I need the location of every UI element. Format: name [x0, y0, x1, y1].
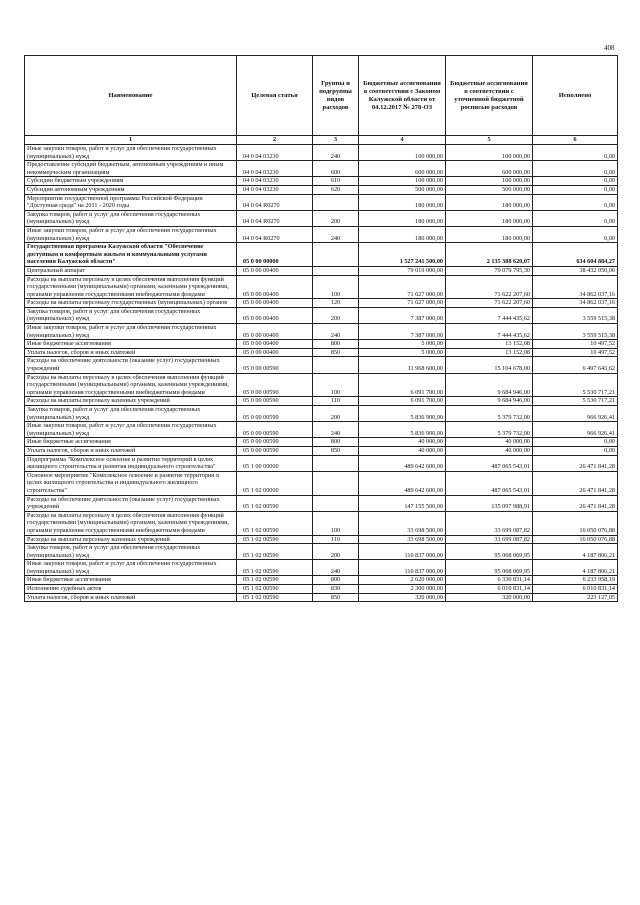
- table-row: [25, 422, 618, 438]
- table-row: [25, 495, 618, 511]
- row-law-amount: 5 836 900,00: [359, 422, 446, 438]
- row-name: Иные закупки товаров, работ и услуг для обеспечения государственных (муниципальных) нужд: [25, 560, 237, 576]
- row-executed-amount: 0,00: [533, 194, 618, 210]
- row-list-amount: 135 097 988,91: [446, 495, 533, 511]
- table-row: [25, 576, 618, 585]
- row-target-code: 05 0 00 00590: [237, 373, 313, 397]
- table-row: [25, 593, 618, 602]
- row-executed-amount: 966 926,41: [533, 406, 618, 422]
- row-expense-type: 850: [313, 348, 359, 357]
- row-name: Исполнение судебных актов: [25, 585, 237, 594]
- row-list-amount: 5 379 732,00: [446, 406, 533, 422]
- row-expense-type: 620: [313, 185, 359, 194]
- row-name: Расходы на обеспечение деятельности (оказание услуг) государственных учреждений: [25, 357, 237, 373]
- row-target-code: 05 0 00 00400: [237, 324, 313, 340]
- table-row: [25, 210, 618, 226]
- row-target-code: 05 0 00 00590: [237, 446, 313, 455]
- table-row: [25, 446, 618, 455]
- header-list: Бюджетные ассигнования в соответствии с уточненной бюджетной росписью расходов: [446, 56, 533, 136]
- row-expense-type: 100: [313, 373, 359, 397]
- row-executed-amount: 634 604 884,27: [533, 243, 618, 267]
- row-expense-type: 850: [313, 593, 359, 602]
- row-target-code: 05 1 00 00000: [237, 455, 313, 471]
- row-expense-type: [313, 455, 359, 471]
- row-name: Расходы на выплаты персоналу казенных учреждений: [25, 397, 237, 406]
- row-law-amount: 79 019 000,00: [359, 266, 446, 275]
- page-number: 408: [604, 44, 615, 52]
- row-law-amount: 7 387 000,00: [359, 307, 446, 323]
- header-name: Наименование: [25, 56, 237, 136]
- row-law-amount: 5 000,00: [359, 340, 446, 349]
- header-target: Целевая статья: [237, 56, 313, 136]
- row-executed-amount: 10 497,52: [533, 340, 618, 349]
- table-row: [25, 373, 618, 397]
- row-name: Расходы на выплаты персоналу казенных учреждений: [25, 535, 237, 544]
- row-law-amount: 71 627 000,00: [359, 299, 446, 308]
- row-law-amount: 5 836 900,00: [359, 406, 446, 422]
- row-list-amount: 180 000,00: [446, 226, 533, 242]
- row-target-code: 05 0 00 00590: [237, 422, 313, 438]
- row-expense-type: 200: [313, 544, 359, 560]
- row-executed-amount: 38 432 050,06: [533, 266, 618, 275]
- table-body: [25, 136, 618, 602]
- row-list-amount: 95 068 069,95: [446, 560, 533, 576]
- row-name: Расходы на выплаты персоналу в целях обеспечения выполнения функций государственными (муниципальными) органами, казенными учреждениями, органами управления государственными внебюджетными фондами: [25, 373, 237, 397]
- table-row: [25, 544, 618, 560]
- row-target-code: 05 0 00 00400: [237, 266, 313, 275]
- row-law-amount: 320 000,00: [359, 593, 446, 602]
- row-name: Закупка товаров, работ и услуг для обеспечения государственных (муниципальных) нужд: [25, 210, 237, 226]
- row-target-code: 05 1 02 00590: [237, 585, 313, 594]
- row-law-amount: 7 387 000,00: [359, 324, 446, 340]
- row-name: Иные закупки товаров, работ и услуг для обеспечения государственных (муниципальных) нужд: [25, 145, 237, 161]
- row-law-amount: 110 837 000,00: [359, 544, 446, 560]
- row-executed-amount: 34 862 037,16: [533, 299, 618, 308]
- row-target-code: 05 0 00 00590: [237, 397, 313, 406]
- row-expense-type: [313, 266, 359, 275]
- table-row: [25, 340, 618, 349]
- row-name: Иные бюджетные ассигнования: [25, 340, 237, 349]
- row-name: Расходы на выплаты персоналу в целях обеспечения выполнения функций государственными (муниципальными) органами, казенными учреждениями, органами управления государственными внебюджетными фондами: [25, 275, 237, 299]
- row-executed-amount: 26 471 841,28: [533, 455, 618, 471]
- row-name: Уплата налогов, сборов и иных платежей: [25, 446, 237, 455]
- column-number: 2: [237, 136, 313, 145]
- row-law-amount: 100 000,00: [359, 145, 446, 161]
- table-row: [25, 397, 618, 406]
- row-list-amount: 9 684 946,00: [446, 373, 533, 397]
- table-row: [25, 161, 618, 177]
- row-expense-type: 200: [313, 210, 359, 226]
- row-law-amount: 600 000,00: [359, 161, 446, 177]
- column-number: 6: [533, 136, 618, 145]
- row-law-amount: 6 091 700,00: [359, 397, 446, 406]
- header-row: [25, 56, 618, 136]
- row-target-code: 04 0 04 R0270: [237, 210, 313, 226]
- row-law-amount: 40 000,00: [359, 446, 446, 455]
- row-expense-type: 240: [313, 145, 359, 161]
- row-name: Уплата налогов, сборов и иных платежей: [25, 593, 237, 602]
- row-name: Иные бюджетные ассигнования: [25, 438, 237, 447]
- table-row: [25, 438, 618, 447]
- row-list-amount: 6 330 831,14: [446, 576, 533, 585]
- row-target-code: 05 1 02 00000: [237, 471, 313, 495]
- row-expense-type: [313, 243, 359, 267]
- row-name: Закупка товаров, работ и услуг для обеспечения государственных (муниципальных) нужд: [25, 406, 237, 422]
- row-law-amount: 110 837 000,00: [359, 560, 446, 576]
- row-law-amount: 1 527 241 500,00: [359, 243, 446, 267]
- table-row: [25, 299, 618, 308]
- row-list-amount: 40 000,00: [446, 438, 533, 447]
- row-name: Расходы на обеспечение деятельности (оказание услуг) государственных учреждений: [25, 495, 237, 511]
- row-executed-amount: 6 497 643,62: [533, 357, 618, 373]
- row-list-amount: 40 000,00: [446, 446, 533, 455]
- row-law-amount: 40 000,00: [359, 438, 446, 447]
- row-expense-type: [313, 471, 359, 495]
- row-list-amount: 95 068 069,95: [446, 544, 533, 560]
- row-expense-type: 800: [313, 340, 359, 349]
- row-executed-amount: 3 559 515,38: [533, 307, 618, 323]
- row-executed-amount: 3 559 515,38: [533, 324, 618, 340]
- column-number-row: [25, 136, 618, 145]
- row-executed-amount: 0,00: [533, 226, 618, 242]
- row-name: Центральный аппарат: [25, 266, 237, 275]
- row-list-amount: 71 622 207,60: [446, 299, 533, 308]
- row-expense-type: 800: [313, 438, 359, 447]
- row-executed-amount: 966 926,41: [533, 422, 618, 438]
- row-name: Расходы на выплаты персоналу в целях обеспечения выполнения функций государственными (муниципальными) органами, казенными учреждениями, органами управления государственными внебюджетными фондами: [25, 511, 237, 535]
- row-expense-type: 240: [313, 422, 359, 438]
- row-list-amount: 15 104 678,00: [446, 357, 533, 373]
- row-name: Иные закупки товаров, работ и услуг для обеспечения государственных (муниципальных) нужд: [25, 422, 237, 438]
- table-row: [25, 348, 618, 357]
- row-name: Расходы на выплаты персоналу государственных (муниципальных) органов: [25, 299, 237, 308]
- row-executed-amount: 16 050 076,88: [533, 535, 618, 544]
- row-executed-amount: 0,00: [533, 145, 618, 161]
- table-row: [25, 455, 618, 471]
- row-target-code: 05 0 00 00590: [237, 357, 313, 373]
- row-target-code: 05 0 00 00400: [237, 307, 313, 323]
- row-name: Уплата налогов, сборов и иных платежей: [25, 348, 237, 357]
- row-name: Государственная программа Калужской области "Обеспечение доступным и комфортным жильем и коммунальными услугами населения Калужской области": [25, 243, 237, 267]
- row-target-code: 04 0 04 R0270: [237, 194, 313, 210]
- table-row: [25, 406, 618, 422]
- row-executed-amount: 0,00: [533, 161, 618, 177]
- row-expense-type: 100: [313, 511, 359, 535]
- row-target-code: 04 0 04 03230: [237, 145, 313, 161]
- row-list-amount: 487 065 543,01: [446, 455, 533, 471]
- row-executed-amount: 0,00: [533, 438, 618, 447]
- row-target-code: 05 1 02 00590: [237, 593, 313, 602]
- row-executed-amount: 5 530 717,21: [533, 373, 618, 397]
- table-row: [25, 226, 618, 242]
- row-list-amount: 9 684 946,00: [446, 397, 533, 406]
- column-number: 1: [25, 136, 237, 145]
- row-expense-type: 610: [313, 177, 359, 186]
- table-row: [25, 266, 618, 275]
- row-law-amount: 180 000,00: [359, 226, 446, 242]
- table-row: [25, 324, 618, 340]
- row-expense-type: 830: [313, 585, 359, 594]
- row-executed-amount: 6 233 958,19: [533, 576, 618, 585]
- row-law-amount: 71 627 000,00: [359, 275, 446, 299]
- row-target-code: 05 0 00 00400: [237, 275, 313, 299]
- row-target-code: 05 1 02 00590: [237, 576, 313, 585]
- table-row: [25, 357, 618, 373]
- row-expense-type: [313, 495, 359, 511]
- table-row: [25, 471, 618, 495]
- row-target-code: 04 0 04 03230: [237, 185, 313, 194]
- table-row: [25, 185, 618, 194]
- row-executed-amount: 10 497,52: [533, 348, 618, 357]
- row-law-amount: 2 620 000,00: [359, 576, 446, 585]
- row-executed-amount: 4 187 806,21: [533, 560, 618, 576]
- row-target-code: 05 1 02 00590: [237, 511, 313, 535]
- row-target-code: 05 1 02 00590: [237, 495, 313, 511]
- row-expense-type: 200: [313, 307, 359, 323]
- row-list-amount: 33 699 087,82: [446, 535, 533, 544]
- row-expense-type: [313, 357, 359, 373]
- row-law-amount: 11 968 600,00: [359, 357, 446, 373]
- row-target-code: 04 0 04 03230: [237, 177, 313, 186]
- row-list-amount: 7 444 435,62: [446, 324, 533, 340]
- row-expense-type: 850: [313, 446, 359, 455]
- row-list-amount: 500 000,00: [446, 185, 533, 194]
- table-row: [25, 307, 618, 323]
- row-expense-type: 110: [313, 397, 359, 406]
- row-law-amount: 489 642 600,00: [359, 471, 446, 495]
- row-list-amount: 2 135 388 620,07: [446, 243, 533, 267]
- row-law-amount: 489 642 600,00: [359, 455, 446, 471]
- row-expense-type: 600: [313, 161, 359, 177]
- row-list-amount: 6 010 831,14: [446, 585, 533, 594]
- header-executed: Исполнено: [533, 56, 618, 136]
- row-executed-amount: 6 010 831,14: [533, 585, 618, 594]
- row-name: Предоставление субсидий бюджетным, автономным учреждениям и иным некоммерческим организациям: [25, 161, 237, 177]
- row-executed-amount: 0,00: [533, 177, 618, 186]
- row-target-code: 04 0 04 R0270: [237, 226, 313, 242]
- row-target-code: 05 0 00 00400: [237, 299, 313, 308]
- row-list-amount: 487 065 543,01: [446, 471, 533, 495]
- row-name: Основное мероприятие "Комплексное освоение и развитие территории в целях жилищного строительства и индивидуального жилищного строительства": [25, 471, 237, 495]
- row-list-amount: 79 079 795,30: [446, 266, 533, 275]
- row-list-amount: 7 444 435,62: [446, 307, 533, 323]
- row-target-code: 04 0 04 03230: [237, 161, 313, 177]
- row-target-code: 05 1 02 00590: [237, 560, 313, 576]
- row-law-amount: 180 000,00: [359, 210, 446, 226]
- row-expense-type: 240: [313, 226, 359, 242]
- row-name: Подпрограмма "Комплексное освоение и развитие территорий в целях жилищного строительства и развития индивидуального строительства": [25, 455, 237, 471]
- row-list-amount: 13 152,08: [446, 348, 533, 357]
- budget-execution-table: [24, 55, 618, 602]
- row-list-amount: 180 000,00: [446, 194, 533, 210]
- row-executed-amount: 34 862 037,16: [533, 275, 618, 299]
- row-list-amount: 600 000,00: [446, 161, 533, 177]
- row-target-code: 05 0 00 00400: [237, 340, 313, 349]
- row-target-code: 05 1 02 00590: [237, 535, 313, 544]
- column-number: 3: [313, 136, 359, 145]
- row-executed-amount: 0,00: [533, 185, 618, 194]
- table-row: [25, 194, 618, 210]
- header-law: Бюджетные ассигнования в соответствии с Законом Калужской области от 04.12.2017 № 278-ОЗ: [359, 56, 446, 136]
- row-executed-amount: 26 471 841,28: [533, 495, 618, 511]
- row-executed-amount: 0,00: [533, 210, 618, 226]
- row-executed-amount: 5 530 717,21: [533, 397, 618, 406]
- row-expense-type: 200: [313, 406, 359, 422]
- row-expense-type: 120: [313, 299, 359, 308]
- row-target-code: 05 0 00 00590: [237, 438, 313, 447]
- row-law-amount: 33 698 500,00: [359, 511, 446, 535]
- column-number: 4: [359, 136, 446, 145]
- row-list-amount: 320 000,00: [446, 593, 533, 602]
- row-list-amount: 13 152,08: [446, 340, 533, 349]
- table-row: [25, 511, 618, 535]
- row-name: Субсидии автономным учреждениям: [25, 185, 237, 194]
- row-expense-type: [313, 194, 359, 210]
- row-executed-amount: 16 050 076,88: [533, 511, 618, 535]
- row-executed-amount: 223 127,05: [533, 593, 618, 602]
- row-list-amount: 180 000,00: [446, 210, 533, 226]
- row-executed-amount: 26 471 841,28: [533, 471, 618, 495]
- row-name: Иные закупки товаров, работ и услуг для обеспечения государственных (муниципальных) нужд: [25, 226, 237, 242]
- row-name: Иные бюджетные ассигнования: [25, 576, 237, 585]
- row-executed-amount: 4 187 806,21: [533, 544, 618, 560]
- row-expense-type: 800: [313, 576, 359, 585]
- row-list-amount: 100 000,00: [446, 145, 533, 161]
- row-law-amount: 33 698 500,00: [359, 535, 446, 544]
- row-law-amount: 5 000,00: [359, 348, 446, 357]
- row-name: Субсидии бюджетным учреждениям: [25, 177, 237, 186]
- row-target-code: 05 1 02 00590: [237, 544, 313, 560]
- row-list-amount: 33 699 087,82: [446, 511, 533, 535]
- column-number: 5: [446, 136, 533, 145]
- table-row: [25, 177, 618, 186]
- row-name: Закупка товаров, работ и услуг для обеспечения государственных (муниципальных) нужд: [25, 544, 237, 560]
- row-expense-type: 240: [313, 560, 359, 576]
- row-law-amount: 180 000,00: [359, 194, 446, 210]
- row-list-amount: 100 000,00: [446, 177, 533, 186]
- row-target-code: 05 0 00 00400: [237, 348, 313, 357]
- table-row: [25, 535, 618, 544]
- table-row: [25, 243, 618, 267]
- row-executed-amount: 0,00: [533, 446, 618, 455]
- row-law-amount: 6 091 700,00: [359, 373, 446, 397]
- header-group: Группы и подгруппы видов расходов: [313, 56, 359, 136]
- row-law-amount: 147 155 500,00: [359, 495, 446, 511]
- row-list-amount: 5 379 732,00: [446, 422, 533, 438]
- table-row: [25, 585, 618, 594]
- row-name: Закупка товаров, работ и услуг для обеспечения государственных (муниципальных) нужд: [25, 307, 237, 323]
- row-expense-type: 110: [313, 535, 359, 544]
- row-law-amount: 100 000,00: [359, 177, 446, 186]
- table-row: [25, 275, 618, 299]
- row-target-code: 05 0 00 00000: [237, 243, 313, 267]
- row-law-amount: 500 000,00: [359, 185, 446, 194]
- row-target-code: 05 0 00 00590: [237, 406, 313, 422]
- row-expense-type: 240: [313, 324, 359, 340]
- row-list-amount: 71 622 207,60: [446, 275, 533, 299]
- table-row: [25, 145, 618, 161]
- row-name: Мероприятия государственной программы Российской Федерации "Доступная среда" на 2011 - 2020 годы: [25, 194, 237, 210]
- row-name: Иные закупки товаров, работ и услуг для обеспечения государственных (муниципальных) нужд: [25, 324, 237, 340]
- row-expense-type: 100: [313, 275, 359, 299]
- row-law-amount: 2 300 000,00: [359, 585, 446, 594]
- table-row: [25, 560, 618, 576]
